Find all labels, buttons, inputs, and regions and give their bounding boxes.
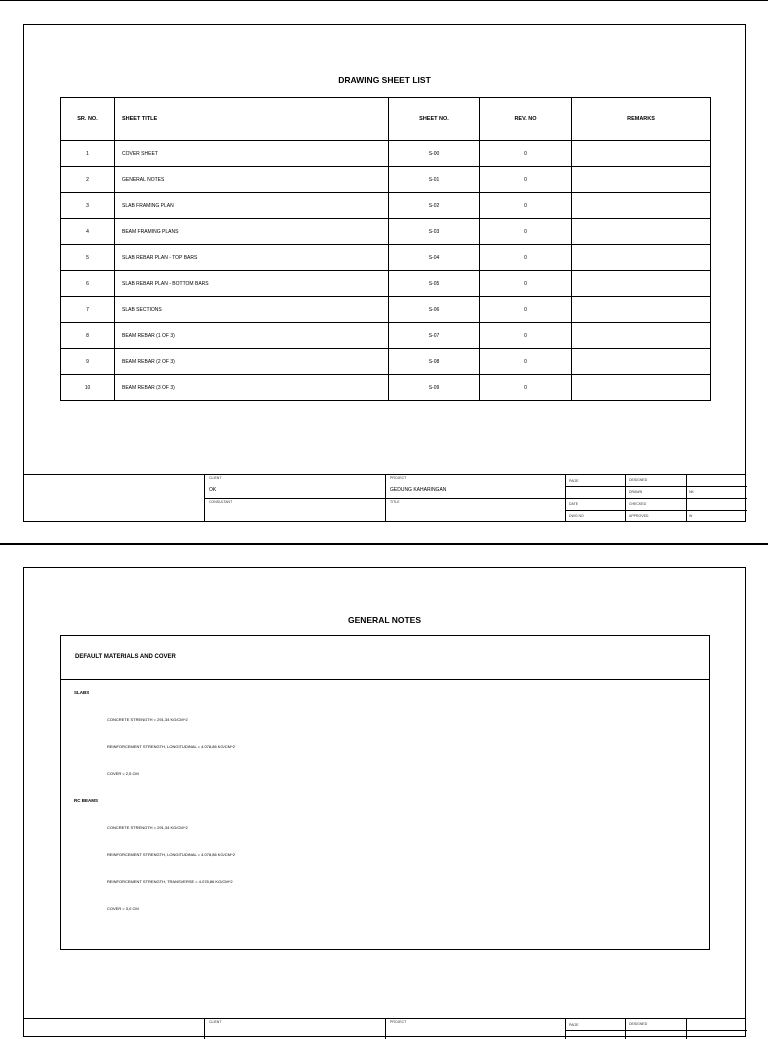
table-row	[61, 323, 711, 349]
project-label: PROJECT	[390, 1020, 407, 1024]
cell-sheet-no: S-07	[389, 323, 480, 349]
date-label: DATE	[569, 502, 579, 506]
title-label: TITLE	[390, 500, 400, 504]
notes-section-heading: DEFAULT MATERIALS AND COVER	[61, 636, 709, 680]
project-label: PROJECT	[390, 476, 407, 480]
drawn-label: DRAWN	[629, 490, 643, 494]
cell-title: GENERAL NOTES	[115, 167, 389, 193]
cell-remarks	[572, 141, 711, 167]
project-cell	[385, 1019, 565, 1039]
sheet-page-2	[0, 544, 768, 1027]
note-line: REINFORCEMENT STRENGTH, LONGITUDINAL = 4.078,86 KG/CM^2	[107, 852, 236, 857]
cell-rev: 0	[480, 297, 572, 323]
cell-rev: 0	[480, 323, 572, 349]
drawn-value: NK	[689, 490, 694, 494]
col-header-remarks: REMARKS	[572, 98, 711, 141]
col-header-sr-no: SR. NO.	[61, 98, 115, 141]
cell-sr: 4	[61, 219, 115, 245]
approved-value: W	[689, 514, 693, 518]
cell-title: BEAM REBAR (2 OF 3)	[115, 349, 389, 375]
drawing-frame-2	[23, 567, 746, 1037]
table-row	[61, 297, 711, 323]
note-line: REINFORCEMENT STRENGTH, LONGITUDINAL = 4.078,86 KG/CM^2	[107, 744, 236, 749]
cell-rev: 0	[480, 141, 572, 167]
table-row	[61, 193, 711, 219]
notes-box	[60, 635, 710, 950]
client-label: CLIENT	[209, 1020, 222, 1024]
cell-sr: 10	[61, 375, 115, 401]
client-label: CLIENT	[209, 476, 222, 480]
cell-sheet-no: S-02	[389, 193, 480, 219]
table-row	[61, 349, 711, 375]
beams-heading: RC BEAMS	[74, 798, 99, 803]
cell-remarks	[572, 167, 711, 193]
table-row	[61, 375, 711, 401]
cell-remarks	[572, 323, 711, 349]
col-header-sheet-no: SHEET NO.	[389, 98, 480, 141]
cell-title: SLAB REBAR PLAN - BOTTOM BARS	[115, 271, 389, 297]
table-row	[61, 141, 711, 167]
cell-sheet-no: S-01	[389, 167, 480, 193]
table-row	[61, 245, 711, 271]
slabs-heading: SLABS	[74, 690, 90, 695]
cell-rev: 0	[480, 219, 572, 245]
cell-sheet-no: S-08	[389, 349, 480, 375]
title-block-2	[24, 1018, 745, 1039]
note-line: COVER = 3,0 CM	[107, 906, 139, 911]
note-line: CONCRETE STRENGTH = 291,34 KG/CM^2	[107, 717, 188, 722]
checked-label: CHECKED	[629, 502, 647, 506]
col-header-rev-no: REV. NO	[480, 98, 572, 141]
cell-title: BEAM REBAR (1 OF 3)	[115, 323, 389, 349]
cell-remarks	[572, 349, 711, 375]
cell-sheet-no: S-04	[389, 245, 480, 271]
page-label: PAGE	[569, 479, 579, 483]
cell-sr: 1	[61, 141, 115, 167]
cell-rev: 0	[480, 245, 572, 271]
cell-sr: 8	[61, 323, 115, 349]
col-header-sheet-title: SHEET TITLE	[115, 98, 389, 141]
designed-label: DESIGNED	[629, 478, 648, 482]
cell-sr: 7	[61, 297, 115, 323]
designed-label: DESIGNED	[629, 1022, 648, 1026]
title-block	[24, 474, 745, 522]
cell-rev: 0	[480, 271, 572, 297]
cell-title: COVER SHEET	[115, 141, 389, 167]
page-title: DRAWING SHEET LIST	[338, 75, 431, 85]
cell-remarks	[572, 193, 711, 219]
dwg-label: DWG NO	[569, 514, 584, 518]
cell-rev: 0	[480, 167, 572, 193]
cell-rev: 0	[480, 193, 572, 219]
cell-rev: 0	[480, 349, 572, 375]
cell-sheet-no: S-05	[389, 271, 480, 297]
cell-title: BEAM REBAR (3 OF 3)	[115, 375, 389, 401]
sheet-list-table	[60, 97, 711, 401]
consultant-cell	[204, 499, 385, 522]
table-header-row	[61, 98, 711, 141]
approved-label: APPROVED	[629, 514, 649, 518]
cell-remarks	[572, 375, 711, 401]
table-row	[61, 271, 711, 297]
cell-title: SLAB SECTIONS	[115, 297, 389, 323]
cell-sheet-no: S-06	[389, 297, 480, 323]
page-label: PAGE	[569, 1023, 579, 1027]
info-grid	[565, 1019, 746, 1039]
cell-title: SLAB FRAMING PLAN	[115, 193, 389, 219]
page-title: GENERAL NOTES	[347, 615, 422, 625]
cell-sr: 2	[61, 167, 115, 193]
cell-title: SLAB REBAR PLAN - TOP BARS	[115, 245, 389, 271]
consultant-label: CONSULTANT	[209, 500, 233, 504]
cell-title: BEAM FRAMING PLANS	[115, 219, 389, 245]
project-value: GEDUNG KAHARINGAN	[390, 487, 447, 493]
project-cell	[385, 475, 565, 499]
note-line: REINFORCEMENT STRENGTH, TRANSVERSE = 4.078,86 KG/CM^2	[107, 879, 233, 884]
cell-remarks	[572, 271, 711, 297]
table-row	[61, 167, 711, 193]
cell-sheet-no: S-09	[389, 375, 480, 401]
cell-sr: 9	[61, 349, 115, 375]
client-value: OK	[209, 487, 217, 493]
client-cell	[204, 475, 385, 499]
cell-sheet-no: S-00	[389, 141, 480, 167]
cell-sr: 6	[61, 271, 115, 297]
cell-sr: 3	[61, 193, 115, 219]
cell-remarks	[572, 219, 711, 245]
cell-rev: 0	[480, 375, 572, 401]
cell-sr: 5	[61, 245, 115, 271]
title-cell	[385, 499, 565, 522]
cell-remarks	[572, 297, 711, 323]
info-grid	[565, 475, 746, 522]
client-cell	[204, 1019, 385, 1039]
table-row	[61, 219, 711, 245]
note-line: COVER = 2,5 CM	[107, 771, 139, 776]
drawing-frame-1	[23, 24, 746, 522]
note-line: CONCRETE STRENGTH = 291,34 KG/CM^2	[107, 825, 188, 830]
cell-sheet-no: S-03	[389, 219, 480, 245]
cell-remarks	[572, 245, 711, 271]
